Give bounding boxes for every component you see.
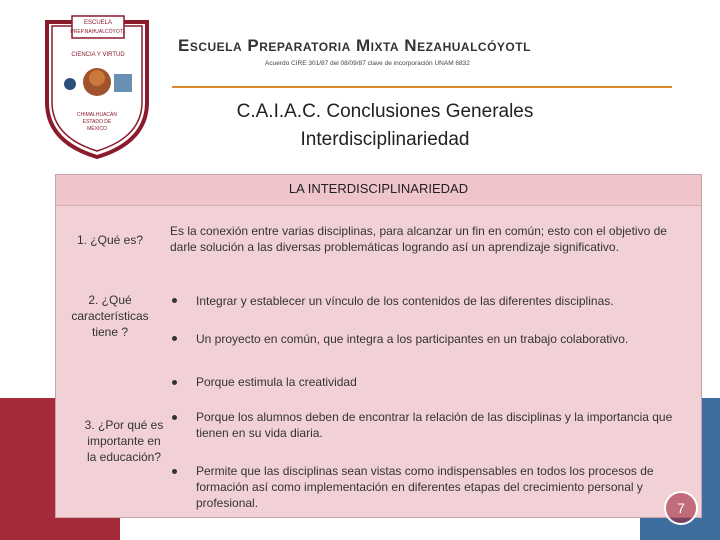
importance-bullet-1: Porque estimula la creatividad	[196, 375, 357, 389]
question-3	[60, 417, 188, 465]
bullet-dot	[172, 298, 177, 303]
question-3-line-1: 3. ¿Por qué es	[84, 418, 164, 432]
crest-motto: CIENCIA Y VIRTUD	[71, 52, 125, 58]
slide-title-line-2: Interdisciplinariedad	[300, 129, 470, 150]
crest-location-line-1: CHIMALHUACÁN	[76, 112, 118, 118]
accreditation-text: Acuerdo CIRE 301/87 del 08/09/87 clave de incorporación UNAM 6832	[265, 60, 470, 67]
importance-bullet-2: Porque los alumnos deben de encontrar la relación de las disciplinas y la importancia que tienen en su vida diaria.	[196, 410, 673, 440]
crest-banner-line-1: ESCUELA	[83, 20, 113, 26]
slide-title-line-1: C.A.I.A.C. Conclusiones Generales	[236, 101, 534, 122]
page-number-badge: 7	[664, 491, 698, 525]
answer-1: Es la conexión entre varias disciplinas, para alcanzar un fin en común; esto con el objetivo de darle solución a las diversas problemáticas logrando así un aprendizaje significativo.	[170, 224, 667, 254]
question-2-line-2: características	[71, 309, 149, 323]
crest-location-line-2: ESTADO DE	[82, 119, 112, 125]
question-2-line-3: tiene ?	[91, 325, 129, 339]
question-2-line-1: 2. ¿Qué	[88, 293, 132, 307]
bullet-dot	[172, 469, 177, 474]
bullet-dot	[172, 380, 177, 385]
characteristic-bullet-2: Un proyecto en común, que integra a los participantes en un trabajo colaborativo.	[196, 332, 629, 346]
importance-bullet-3: Permite que las disciplinas sean vistas como indispensables en todos los procesos de formación así como implementación en diferentes etapas del crecimiento personal y profesional.	[196, 464, 654, 510]
bullet-dot	[172, 336, 177, 341]
question-1: 1. ¿Qué es?	[76, 233, 144, 247]
characteristic-bullet-1: Integrar y establecer un vínculo de los contenidos de las diferentes disciplinas.	[196, 294, 614, 308]
table-header: LA INTERDISCIPLINARIEDAD	[56, 175, 701, 206]
header-divider	[172, 86, 672, 88]
slide-title	[200, 98, 570, 154]
school-name: Escuela Preparatoria Mixta Nezahualcóyotl	[178, 36, 531, 55]
interdisciplinarity-table	[55, 174, 702, 518]
bullet-dot	[172, 415, 177, 420]
question-3-line-2: importante en	[87, 434, 161, 448]
question-3-line-3: la educación?	[86, 450, 162, 464]
crest-location-line-3: MÉXICO	[87, 126, 107, 132]
school-crest-logo	[42, 12, 152, 162]
crest-banner-line-2: PREP.NAHUALCÓYOTL	[70, 29, 126, 35]
question-2	[60, 292, 160, 340]
